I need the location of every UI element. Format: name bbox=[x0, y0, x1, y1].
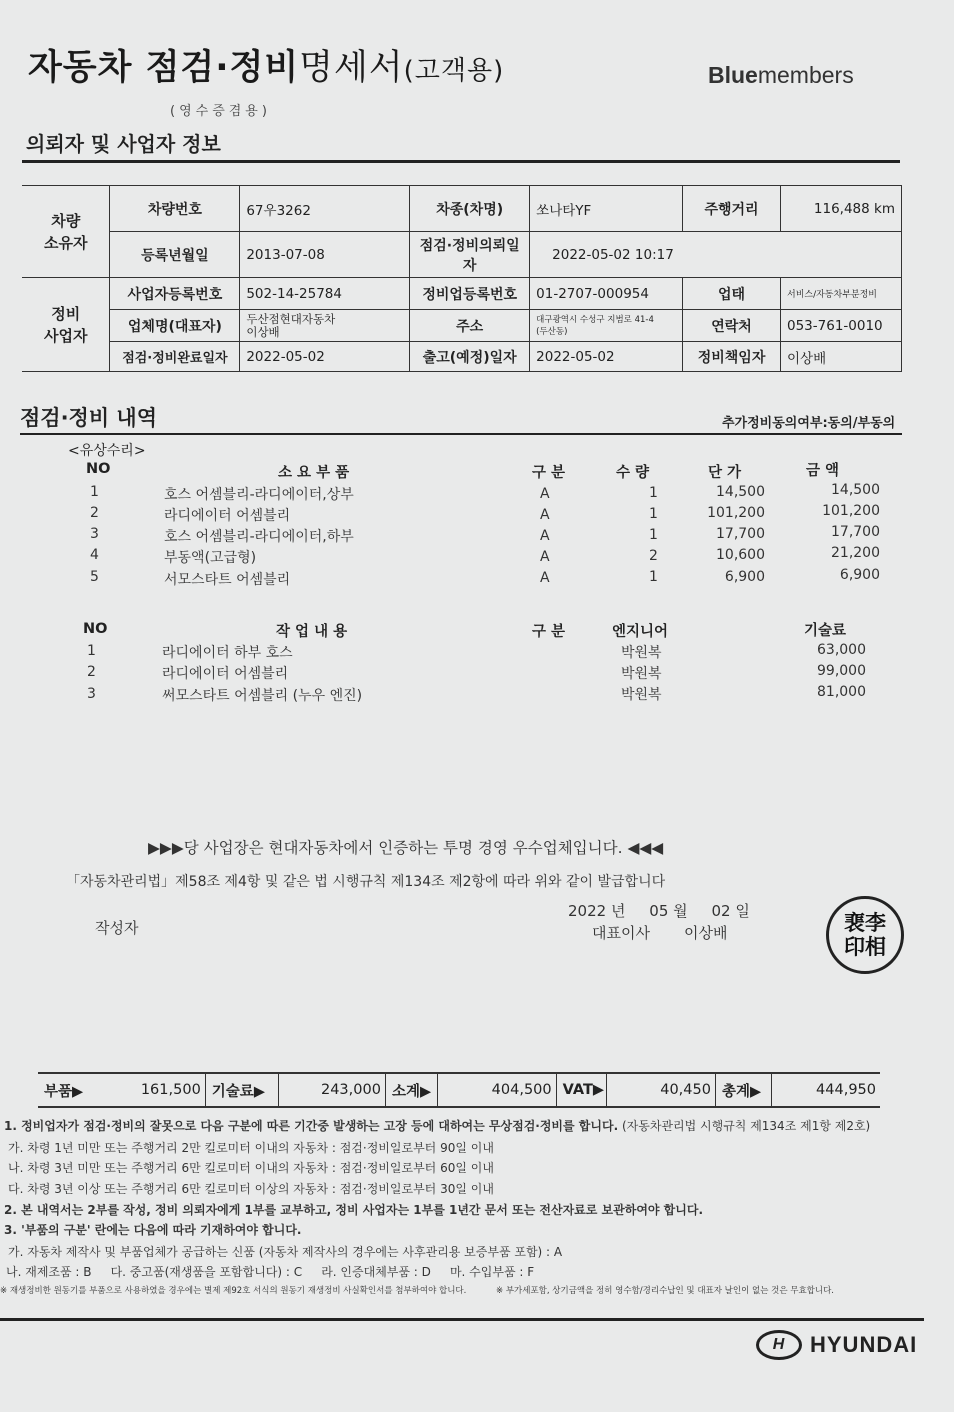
document-title bbox=[28, 40, 504, 90]
certified-notice: ▶▶▶당 사업장은 현대자동차에서 인증하는 투명 경영 우수업체입니다. ◀◀◀ bbox=[148, 839, 664, 857]
car-no-value: 67우3262 bbox=[240, 186, 410, 232]
details-divider bbox=[20, 433, 902, 435]
part-amount: 14,500 bbox=[831, 482, 880, 498]
part-div: A bbox=[540, 486, 550, 502]
release-date-value: 2022-05-02 bbox=[530, 342, 683, 372]
info-table bbox=[22, 185, 902, 372]
company-label: 업체명(대표자) bbox=[110, 310, 240, 342]
address-line1: 대구광역시 수성구 지범로 41-4 bbox=[536, 314, 654, 325]
footer-divider bbox=[0, 1318, 924, 1321]
part-no: 5 bbox=[90, 569, 99, 585]
part-amount: 21,200 bbox=[831, 545, 880, 561]
labor-total-value: 243,000 bbox=[279, 1074, 386, 1106]
labor-fee: 99,000 bbox=[817, 663, 866, 679]
part-unit: 17,700 bbox=[716, 526, 765, 542]
phone-value: 053-761-0010 bbox=[781, 310, 902, 342]
issue-date: 2022 년 05 월 02 일 bbox=[568, 902, 750, 920]
seal-bottom: 印相 bbox=[844, 934, 886, 959]
labor-no: 3 bbox=[87, 686, 96, 702]
part-div: A bbox=[540, 528, 550, 544]
manager-label: 정비책임자 bbox=[683, 342, 781, 372]
part-amount: 101,200 bbox=[822, 503, 880, 519]
law-statement: 「자동차관리법」제58조 제4항 및 같은 법 시행규칙 제134조 제2항에 따라 위와 같이 발급합니다 bbox=[66, 874, 666, 890]
part-no: 4 bbox=[90, 547, 99, 563]
part-qty: 2 bbox=[649, 548, 658, 564]
title-sub: (고객용) bbox=[403, 56, 505, 86]
shop-group-label: 정비 사업자 bbox=[22, 278, 110, 372]
type-label: 업태 bbox=[683, 278, 781, 310]
part-amount: 17,700 bbox=[831, 524, 880, 540]
parts-header-amount: 금 액 bbox=[806, 463, 840, 479]
phone-label: 연락처 bbox=[683, 310, 781, 342]
labor-header-engineer: 엔지니어 bbox=[612, 624, 669, 640]
part-name: 서모스타트 어셈블리 bbox=[164, 572, 291, 588]
company-rep: 이상배 bbox=[246, 324, 280, 339]
part-div: A bbox=[540, 507, 550, 523]
labor-no: 1 bbox=[87, 643, 96, 659]
title-bold: 자동차 점검·정비 bbox=[28, 48, 300, 88]
labor-fee: 81,000 bbox=[817, 684, 866, 700]
done-date-label: 점검·정비완료일자 bbox=[110, 342, 240, 372]
part-qty: 1 bbox=[649, 506, 658, 522]
part-no: 1 bbox=[90, 484, 99, 500]
labor-engineer: 박원복 bbox=[621, 687, 662, 703]
part-div: A bbox=[540, 549, 550, 565]
part-name: 부동액(고급형) bbox=[164, 550, 257, 566]
footer-note-3a: 가. 자동차 제작사 및 부품업체가 공급하는 신품 (자동차 제작사의 경우에는 사후관리용 보증부품 포함) : A bbox=[8, 1245, 563, 1259]
labor-engineer: 박원복 bbox=[621, 645, 662, 661]
labor-total-label: 기술료▶ bbox=[206, 1074, 279, 1106]
part-qty: 1 bbox=[649, 485, 658, 501]
part-amount: 6,900 bbox=[839, 567, 880, 583]
footer-note-1a: 가. 차령 1년 미만 또는 주행거리 2만 킬로미터 이내의 자동차 : 점검·정비일로부터 90일 이내 bbox=[8, 1141, 494, 1155]
model-value: 쏘나타YF bbox=[530, 186, 683, 232]
parts-header-div: 구 분 bbox=[532, 465, 566, 481]
rep-name: 이상배 bbox=[683, 924, 728, 942]
release-date-label: 출고(예정)일자 bbox=[410, 342, 530, 372]
model-label: 차종(차명) bbox=[410, 186, 530, 232]
hyundai-emblem-icon: H bbox=[756, 1330, 802, 1360]
labor-fee: 63,000 bbox=[817, 642, 866, 658]
vat-value: 40,450 bbox=[607, 1074, 716, 1106]
part-unit: 10,600 bbox=[716, 547, 765, 563]
seal-top: 裵李 bbox=[844, 910, 886, 935]
parts-header-qty: 수 량 bbox=[616, 465, 650, 481]
manager-value: 이상배 bbox=[781, 342, 902, 372]
grand-total-label: 총계▶ bbox=[716, 1074, 772, 1106]
title-light: 명세서 bbox=[299, 48, 404, 88]
reg-date-label: 등록년월일 bbox=[110, 232, 240, 278]
labor-work: 라디에이터 하부 호스 bbox=[162, 645, 293, 661]
part-unit: 6,900 bbox=[724, 569, 765, 585]
labor-header-work: 작 업 내 용 bbox=[276, 624, 348, 640]
biz-no-label: 사업자등록번호 bbox=[110, 278, 240, 310]
labor-engineer: 박원복 bbox=[621, 666, 662, 682]
part-no: 2 bbox=[90, 505, 99, 521]
address-value bbox=[530, 310, 683, 342]
note-1-ref: (자동차관리법 시행규칙 제134조 제1항 제2호) bbox=[621, 1119, 871, 1133]
footer-note-1c: 다. 차령 3년 이상 또는 주행거리 6만 킬로미터 이상의 자동차 : 점검·정비일로부터 30일 이내 bbox=[8, 1182, 494, 1196]
vat-label: VAT▶ bbox=[557, 1074, 607, 1106]
labor-header-no: NO bbox=[83, 621, 108, 637]
company-value bbox=[240, 310, 410, 342]
part-unit: 101,200 bbox=[707, 505, 765, 521]
owner-group-label: 차량 소유자 bbox=[22, 186, 110, 278]
footer-note-1 bbox=[4, 1117, 870, 1134]
type-value: 서비스/자동차부분정비 bbox=[781, 278, 902, 310]
company-name: 두산점현대자동차 bbox=[246, 311, 336, 326]
brand-members: members bbox=[757, 62, 854, 88]
part-div: A bbox=[540, 570, 550, 586]
footer-note-3: 3. '부품의 구분' 란에는 다음에 따라 기재하여야 합니다. bbox=[4, 1223, 302, 1237]
part-name: 라디에이터 어셈블리 bbox=[164, 508, 291, 524]
part-unit: 14,500 bbox=[716, 484, 765, 500]
subtotal-value: 404,500 bbox=[438, 1074, 556, 1106]
consent-text: 추가정비동의여부:동의/부동의 bbox=[722, 416, 896, 431]
biz-no-value: 502-14-25784 bbox=[240, 278, 410, 310]
paid-repair-label: <유상수리> bbox=[68, 443, 146, 459]
parts-header-unit: 단 가 bbox=[708, 465, 742, 481]
note-1-text: 1. 정비업자가 점검·정비의 잘못으로 다음 구분에 따른 기간중 발생하는 고장 등에 대하여는 무상점검·정비를 합니다. bbox=[4, 1119, 619, 1133]
parts-total-label: 부품▶ bbox=[44, 1083, 84, 1100]
request-date-value: 2022-05-02 10:17 bbox=[530, 232, 902, 278]
footer-small-note-2: ※ 부가세포함, 상기금액을 정히 영수함/경리수납인 및 대표자 날인이 없는 것은 무효합니다. bbox=[496, 1286, 835, 1296]
shop-reg-value: 01-2707-000954 bbox=[530, 278, 683, 310]
company-seal-stamp bbox=[826, 896, 904, 974]
brand-blue: Blue bbox=[708, 62, 758, 88]
part-qty: 1 bbox=[649, 527, 658, 543]
labor-header-div: 구 분 bbox=[532, 624, 566, 640]
totals-bar bbox=[38, 1072, 880, 1108]
address-label: 주소 bbox=[410, 310, 530, 342]
bluemembers-logo bbox=[708, 62, 854, 89]
parts-header-part: 소 요 부 품 bbox=[278, 465, 350, 481]
address-line2: (두산동) bbox=[536, 326, 568, 337]
hyundai-logo bbox=[756, 1330, 917, 1360]
part-qty: 1 bbox=[649, 569, 658, 585]
labor-header-fee: 기술료 bbox=[804, 623, 847, 639]
hyundai-wordmark: HYUNDAI bbox=[810, 1332, 918, 1357]
section-client-info-title: 의뢰자 및 사업자 정보 bbox=[26, 132, 221, 156]
part-no: 3 bbox=[90, 526, 99, 542]
done-date-value: 2022-05-02 bbox=[240, 342, 410, 372]
mileage-value: 116,488 km bbox=[781, 186, 902, 232]
section-details-title: 점검·정비 내역 bbox=[20, 406, 158, 430]
header-divider bbox=[22, 160, 900, 163]
representative bbox=[592, 922, 727, 943]
labor-no: 2 bbox=[87, 664, 96, 680]
footer-note-2: 2. 본 내역서는 2부를 작성, 정비 의뢰자에게 1부를 교부하고, 정비 사업자는 1부를 1년간 문서 또는 전산자료로 보관하여야 합니다. bbox=[4, 1203, 704, 1217]
car-no-label: 차량번호 bbox=[110, 186, 240, 232]
grand-total-value: 444,950 bbox=[816, 1082, 877, 1098]
request-date-label: 점검·정비의뢰일자 bbox=[410, 232, 530, 278]
footer-small-note-1: ※ 재생정비한 원동기를 부품으로 사용하였을 경우에는 별제 제92호 서식의 원동기 재생정비 사실확인서를 첨부하여야 합니다. bbox=[0, 1286, 467, 1296]
part-name: 호스 어셈블리-라디에이터,상부 bbox=[164, 487, 354, 503]
labor-work: 써모스타트 어셈블리 (누우 엔진) bbox=[162, 688, 363, 704]
part-name: 호스 어셈블리-라디에이터,하부 bbox=[164, 529, 354, 545]
shop-reg-label: 정비업등록번호 bbox=[410, 278, 530, 310]
mileage-label: 주행거리 bbox=[683, 186, 781, 232]
labor-work: 라디에이터 어셈블리 bbox=[162, 666, 289, 682]
parts-total-value: 161,500 bbox=[99, 1074, 206, 1106]
author-label: 작성자 bbox=[95, 919, 139, 937]
parts-header-no: NO bbox=[86, 461, 111, 477]
rep-label: 대표이사 bbox=[592, 924, 650, 942]
footer-note-1b: 나. 차령 3년 미만 또는 주행거리 6만 킬로미터 이내의 자동차 : 점검·정비일로부터 60일 이내 bbox=[8, 1161, 494, 1175]
subtotal-label: 소계▶ bbox=[386, 1074, 438, 1106]
receipt-label: (영수증겸용) bbox=[170, 104, 271, 119]
reg-date-value: 2013-07-08 bbox=[240, 232, 410, 278]
footer-note-3b: 나. 재제조품 : B 다. 중고품(재생품을 포함합니다) : C 라. 인증대체부품 : D 마. 수입부품 : F bbox=[6, 1265, 535, 1279]
